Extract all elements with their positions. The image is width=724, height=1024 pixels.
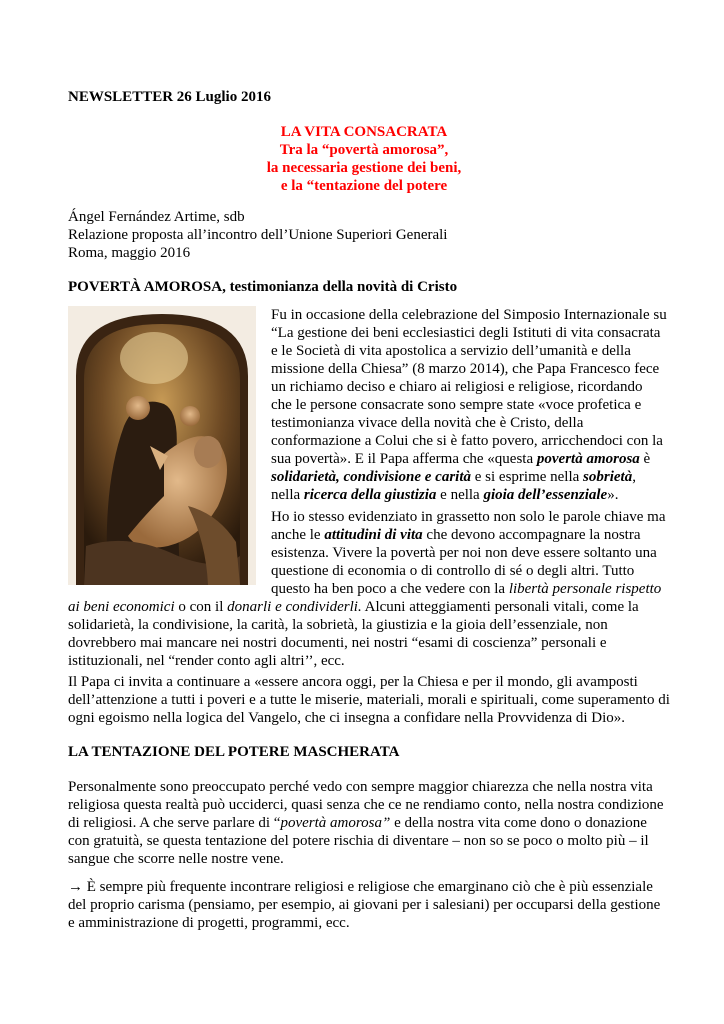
section1-paragraph-3 [68,673,670,727]
text-run: sua povertà». E il Papa afferma che «questa [271,451,537,467]
p1-line: missione della Chiesa” (8 marzo 2014), che Papa Francesco fece [271,361,660,377]
s2-line: religiosa questa realtà può ucciderci, quasi senza che ce ne rendiamo conto, nella nostra condizione [68,797,664,813]
p3-line: dell’attenzione a tutti i poveri e a tutte le miserie, materiali, morali e spirituali, come superamento di [68,692,670,708]
place-date: Roma, maggio 2016 [68,245,191,261]
emphasis-attitudini: attitudini di vita [324,527,423,543]
text-run: Alcuni atteggiamenti personali vitali, come la [361,599,639,615]
p2-line: esistenza. Vivere la povertà per noi non deve essere soltanto una [271,545,657,561]
section-heading-power: LA TENTAZIONE DEL POTERE MASCHERATA [68,744,400,760]
text-run: anche le [271,527,325,543]
author: Ángel Fernández Artime, sdb [68,209,245,225]
text-run: e si esprime nella [471,469,584,485]
s2-line: sangue che scorre nelle nostre vene. [68,851,284,867]
p2-line [271,580,666,598]
emphasis-sobrieta: sobrietà [583,469,633,485]
text-run: , [632,469,636,485]
s2-line [68,814,660,832]
p1-line: conformazione a Colui che si è fatto povero, arricchendoci con la [271,433,663,449]
occasion: Relazione proposta all’incontro dell’Unione Superiori Generali [68,227,448,243]
p2-line: dovrebbero mai mancare nei nostri documenti, nei nostri “esami di coscienza” personali e [68,635,607,651]
text-run: o con il [174,599,228,615]
p2-line: Ho io stesso evidenziato in grassetto non solo le parole chiave ma [271,509,666,525]
emphasis-beni-economici: ai beni economici [68,599,175,615]
p1-line: e le Società di vita apostolica a servizio dell’umanità e della [271,343,631,359]
p1-line: “La gestione dei beni ecclesiastici degli Istituti di vita consacrata [271,325,661,341]
newsletter-header: NEWSLETTER 26 Luglio 2016 [68,89,271,105]
s2-line [68,878,660,896]
p2-line: questione di economia o di controllo di sé o degli altri. Tutto [271,563,635,579]
emphasis-liberta: libertà personale rispetto [508,581,662,597]
text-run: nella [271,487,304,503]
text-run: questo ha ben poco a che vedere con la [271,581,509,597]
emphasis-poverta-amorosa: povertà amorosa [536,451,640,467]
byline [68,208,660,262]
p1-line: Fu in occasione della celebrazione del Simposio Internazionale su [271,307,667,323]
section1-paragraph-2-bottom [68,598,660,670]
p3-line: ogni egoismo nella logica del Vangelo, che ci insegna a confidare nella Provvidenza di Dio». [68,710,626,726]
text-run: è [639,451,651,467]
section2-paragraph-2 [68,878,660,932]
text-run: e della nostra vita come dono o donazione [390,815,647,831]
section1-paragraph-2-top [271,508,666,598]
title-line-1: LA VITA CONSACRATA [280,124,448,140]
p2-line: istituzionali, nel “render conto agli altri’’, ecc. [68,653,345,669]
painting-image [68,306,256,585]
text-run: che devono accompagnare la nostra [422,527,641,543]
s2-line: del proprio carisma (pensiamo, per esempio, ai giovani per i salesiani) per occuparsi della gestione [68,897,661,913]
p3-line: Il Papa ci invita a continuare a «essere ancora oggi, per la Chiesa e per il mondo, gli avamposti [68,674,638,690]
emphasis-donarli: donarli e condividerli. [227,599,362,615]
p1-line: testimonianza vivace della novità che è Cristo, della [271,415,584,431]
title-line-2: Tra la “povertà amorosa”, [279,142,449,158]
text-run: di religiosi. A che serve parlare di “ [68,815,281,831]
s2-line: con gratuità, se questa tentazione del potere rischia di diventare – non so se poco o molto più – il [68,833,649,849]
emphasis-solidarieta: solidarietà, condivisione e carità [271,469,471,485]
emphasis-gioia: gioia dell’essenziale [483,487,608,503]
s2-line: Personalmente sono preoccupato perché vedo con sempre maggior chiarezza che nella nostra vita [68,779,653,795]
p1-line [271,450,666,468]
section-heading-poverty: POVERTÀ AMOROSA, testimonianza della novità di Cristo [68,279,458,295]
emphasis-giustizia: ricerca della giustizia [303,487,437,503]
p1-line [271,468,666,486]
s2-line: e amministrazione di progetti, programmi, ecc. [68,915,350,931]
p2-line: solidarietà, la condivisione, la carità, la sobrietà, la giustizia e la gioia dell’essenziale, non [68,617,608,633]
document-title [68,123,660,195]
emphasis-poverta-amorosa: povertà amorosa” [280,815,391,831]
p1-line [271,486,666,504]
p2-line [68,598,660,616]
title-line-3: la necessaria gestione dei beni, [266,160,462,176]
title-line-4: e la “tentazione del potere [280,178,448,194]
p1-line: un richiamo deciso e chiaro ai religiosi e religiose, ricordando [271,379,643,395]
p1-line: che le persone consacrate sono sempre state «voce profetica e [271,397,642,413]
text-run: ». [607,487,619,503]
arrow-icon: → [68,879,83,895]
section1-paragraph-1 [271,306,666,504]
text-run: e nella [436,487,484,503]
section2-paragraph-1 [68,778,664,868]
p2-line [271,526,666,544]
text-run: È sempre più frequente incontrare religiosi e religiose che emarginano ciò che è più essenziale [83,879,653,895]
